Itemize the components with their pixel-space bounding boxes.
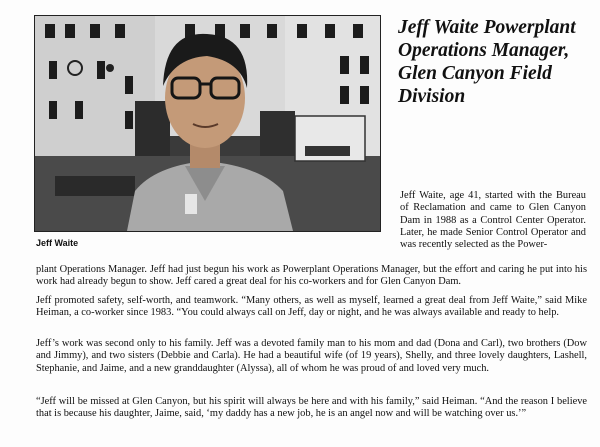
- intro-continued-paragraph: plant Operations Manager. Jeff had just begun his work as Powerplant Operations Manager, but the effort and caring he put into his work had already begun to show. Jeff cared a great deal for his co-workers and for Glen Canyon Dam.: [36, 264, 587, 288]
- portrait-photo-graphic: [35, 16, 380, 231]
- body-paragraph-3: Jeff’s work was second only to his family. Jeff was a devoted family man to his mom and dad (Dona and Carl), two brothers (Dow and Jimmy), and two sisters (Debbie and Carla). He had a beautiful wife (of 19 years), Shelly, and three lovely daughters, Lashell, Stephanie, and Jaime, and a new granddaughter (Alyssa), all of whom he was proud of and loved very much.: [36, 338, 587, 374]
- intro-column-text: Jeff Waite, age 41, started with the Bureau of Reclamation and came to Glen Canyon Dam in 1988 as a Control Center Operator. Later, he made Senior Control Operator and was recently selected as the Power-: [400, 190, 586, 251]
- body-paragraph-4: “Jeff will be missed at Glen Canyon, but his spirit will always be here and with his family,” said Heiman. “And the reason I believe that is because his daughter, Jaime, said, ‘my daddy has a new job, he is an angel now and will be watching over us.’”: [36, 396, 587, 420]
- article-headline: Jeff Waite Powerplant Operations Manager, Glen Canyon Field Division: [398, 17, 576, 107]
- body-paragraph-2: Jeff promoted safety, self-worth, and teamwork. “Many others, as well as myself, learned a great deal from Jeff Waite,” said Mike Heiman, a co-worker since 1983. “You could always call on Jeff, day or night, and he was always available and ready to help.: [36, 295, 587, 319]
- photo-caption: Jeff Waite: [36, 238, 79, 248]
- portrait-photo: [34, 15, 381, 232]
